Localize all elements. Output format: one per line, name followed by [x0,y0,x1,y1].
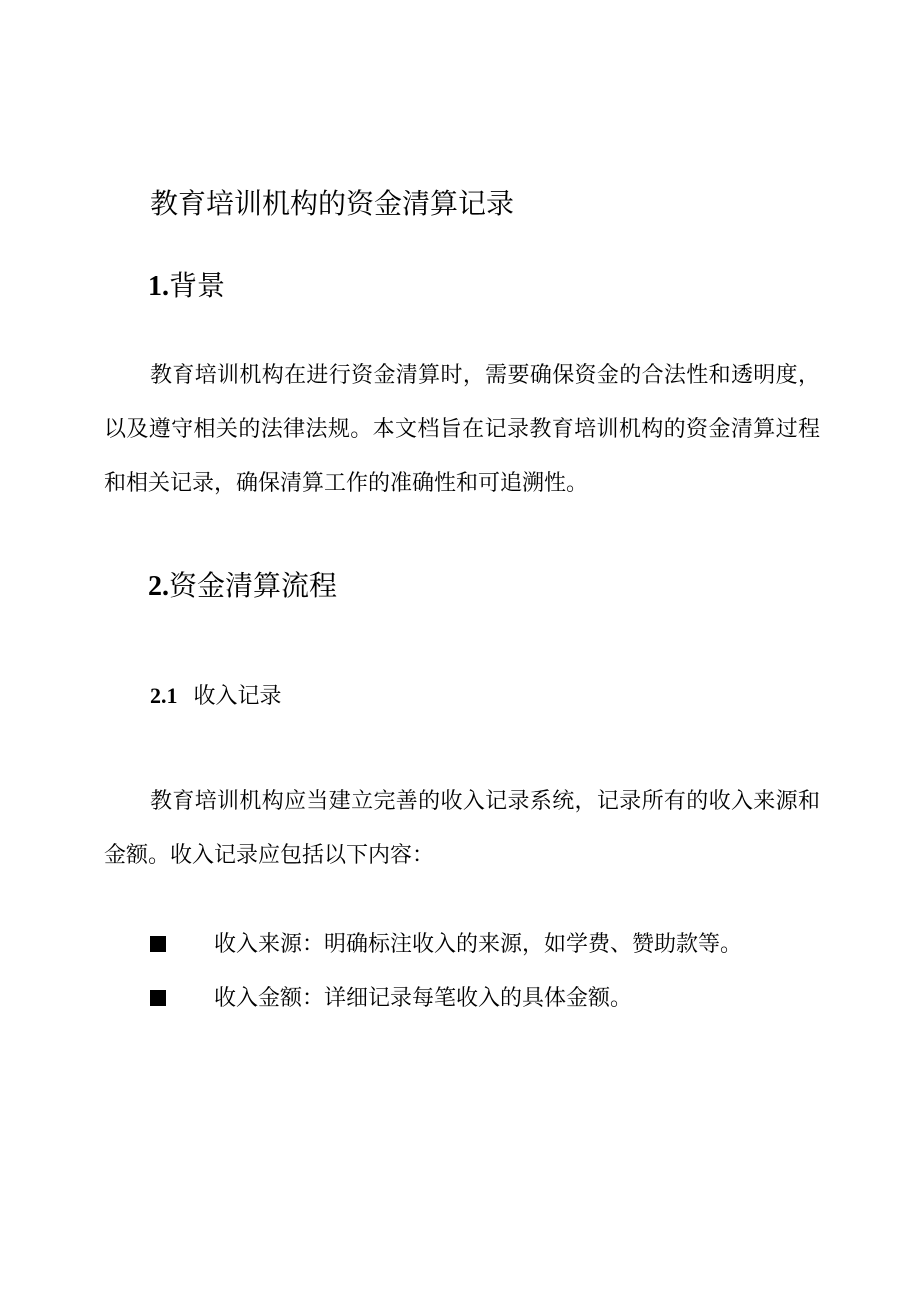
section-number: 2. [148,571,169,602]
subsection-title: 收入记录 [193,684,282,709]
subsection-heading-income-record [150,680,282,713]
list-item [0,918,920,972]
list-item [0,972,920,1026]
section-title: 背景 [169,269,226,302]
bullet-text: 收入来源：明确标注收入的来源，如学费、赞助款等。 [214,932,743,957]
subsection-number: 2.1 [150,683,178,708]
section-heading-background [148,266,225,307]
section-title: 资金清算流程 [169,569,338,602]
bullet-text: 收入金额：详细记录每笔收入的具体金额。 [214,986,633,1011]
section-number: 1. [148,271,169,302]
section-heading-settlement-process [148,566,337,607]
document-title: 教育培训机构的资金清算记录 [150,187,515,220]
square-bullet-icon [150,990,166,1006]
income-record-paragraph: 教育培训机构应当建立完善的收入记录系统，记录所有的收入来源和金额。收入记录应包括以下内容： [104,789,820,868]
square-bullet-icon [150,936,166,952]
income-record-bullet-list [0,918,920,1026]
background-paragraph: 教育培训机构在进行资金清算时，需要确保资金的合法性和透明度，以及遵守相关的法律法规。本文档旨在记录教育培训机构的资金清算过程和相关记录，确保清算工作的准确性和可追溯性。 [104,363,820,496]
